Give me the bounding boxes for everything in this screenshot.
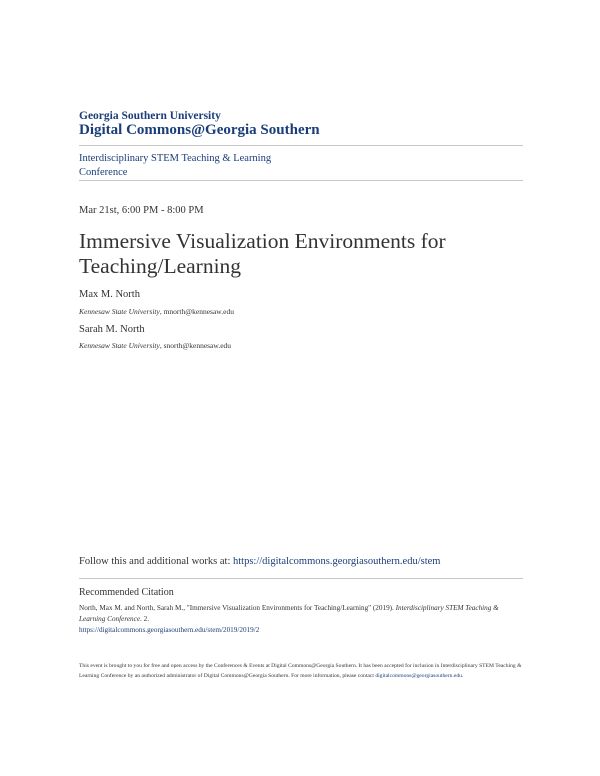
recommended-citation-text xyxy=(79,603,524,636)
title-line-2: Teaching/Learning xyxy=(79,254,242,278)
contact-email-link[interactable]: digitalcommons@georgiasouthern.edu xyxy=(375,673,462,679)
document-title xyxy=(79,229,499,279)
affiliation-institution: Kennesaw State University xyxy=(79,307,160,316)
affiliation-institution: Kennesaw State University xyxy=(79,341,160,350)
citation-text: North, Max M. and North, Sarah M., "Immersive Visualization Environments for Teaching/Learning" (2019). xyxy=(79,604,396,612)
repository-name[interactable]: Digital Commons@Georgia Southern xyxy=(79,122,320,138)
author-email: , mnorth@kennesaw.edu xyxy=(159,307,234,316)
citation-link[interactable]: https://digitalcommons.georgiasouthern.edu/stem/2019/2019/2 xyxy=(79,626,260,634)
recommended-citation-heading: Recommended Citation xyxy=(79,587,174,598)
university-name: Georgia Southern University xyxy=(79,110,221,122)
follow-text: Follow this and additional works at: xyxy=(79,556,233,567)
author-affiliation xyxy=(79,341,231,350)
event-date: Mar 21st, 6:00 PM - 8:00 PM xyxy=(79,205,204,216)
header-divider xyxy=(79,145,523,146)
author-affiliation xyxy=(79,307,234,316)
notice-end: . xyxy=(461,673,464,679)
title-line-1: Immersive Visualization Environments for xyxy=(79,229,446,253)
series-line-1: Interdisciplinary STEM Teaching & Learning xyxy=(79,153,272,164)
series-divider xyxy=(79,180,523,181)
citation-journal: Interdisciplinary STEM Teaching & Learning Conference xyxy=(79,604,499,623)
series-line-2: Conference xyxy=(79,167,128,178)
author-email: , snorth@kennesaw.edu xyxy=(159,341,232,350)
follow-divider xyxy=(79,578,523,579)
author-name: Sarah M. North xyxy=(79,324,145,335)
access-notice xyxy=(79,661,524,681)
citation-suffix: . 2. xyxy=(140,615,150,623)
follow-link[interactable]: https://digitalcommons.georgiasouthern.edu/stem xyxy=(233,556,441,567)
series-name[interactable] xyxy=(79,152,309,180)
follow-line xyxy=(79,556,440,567)
notice-text: This event is brought to you for free and open access by the Conferences & Events at Digital Commons@Georgia Southern. It has been accepted for inclusion in Interdisciplinary STEM Teaching & Learning Conference by an authorized administrator of Digital Commons@Georgia Southern. For more information, please contact xyxy=(79,663,522,679)
author-name: Max M. North xyxy=(79,289,140,300)
